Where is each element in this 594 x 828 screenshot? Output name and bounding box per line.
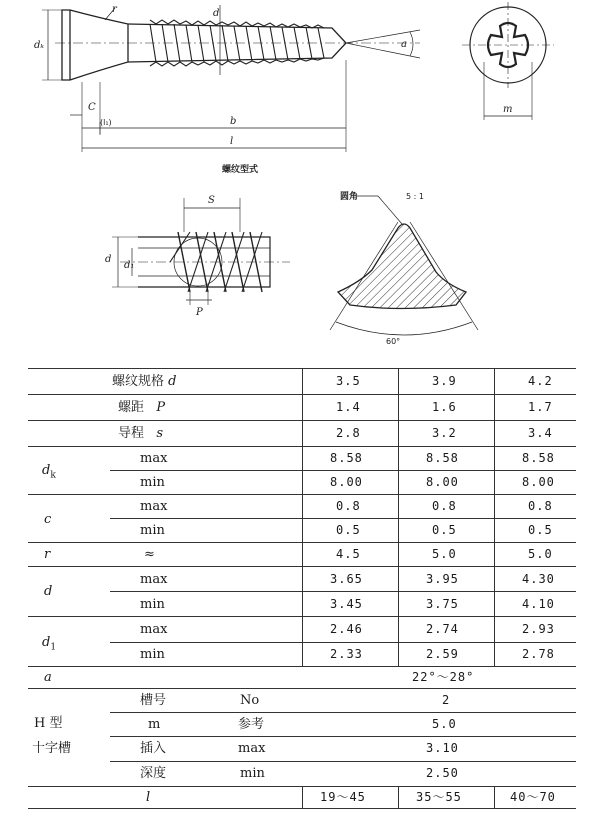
label-l1: (l₁): [100, 118, 112, 127]
caption-thread-form: 螺纹型式: [222, 165, 259, 175]
label-dk: dₖ: [34, 40, 45, 51]
d1-max-label: max: [140, 622, 168, 637]
dk-max-value: 8.58: [426, 451, 459, 465]
d1-min-label: min: [140, 647, 165, 662]
screw-side-view: [42, 5, 420, 152]
d-max-label: max: [140, 572, 168, 587]
d1-min-value: 2.33: [330, 647, 363, 661]
length-value: 35～55: [416, 790, 462, 804]
recess-insert-label: 插入: [140, 741, 167, 756]
recess-group-line1: H 型: [34, 716, 63, 731]
dk-max-value: 8.58: [330, 451, 363, 465]
label-l: l: [230, 136, 234, 147]
label-fillet: 圆角: [340, 192, 359, 202]
label-d1-detail: d₁: [124, 260, 135, 271]
label-d-main: d: [213, 8, 220, 19]
recess-no-value: 2: [442, 693, 451, 707]
length-symbol: l: [146, 790, 151, 805]
r-symbol: r: [44, 547, 51, 562]
technical-drawings: [0, 0, 594, 360]
r-value: 5.0: [528, 547, 553, 561]
d-max-value: 3.65: [330, 572, 363, 586]
dk-min-value: 8.00: [330, 475, 363, 489]
d-max-value: 3.95: [426, 572, 459, 586]
d1-max-value: 2.46: [330, 622, 363, 636]
lead-label: 导程 s: [118, 426, 164, 441]
c-min-value: 0.5: [432, 523, 457, 537]
label-s: S: [208, 195, 215, 206]
d1-symbol: $d_1$: [42, 635, 57, 653]
d-min-value: 4.10: [522, 597, 555, 611]
recess-insert-note: max: [238, 741, 266, 756]
r-approx: ≈: [144, 547, 155, 562]
dk-symbol: $d_k$: [42, 463, 56, 481]
c-max-value: 0.8: [528, 499, 553, 513]
pitch-value: 1.4: [336, 400, 361, 414]
size-3-9: 3.9: [432, 374, 457, 388]
c-max-value: 0.8: [336, 499, 361, 513]
label-c: C: [88, 102, 96, 113]
d-min-value: 3.45: [330, 597, 363, 611]
recess-no-label: 槽号: [140, 693, 167, 708]
dk-max-label: max: [140, 451, 168, 466]
lead-value: 2.8: [336, 426, 361, 440]
recess-depth-label: 深度: [140, 766, 167, 781]
recess-depth-note: min: [240, 766, 265, 781]
label-a: a: [401, 39, 407, 50]
recess-no-note: No: [240, 693, 260, 708]
length-value: 40～70: [510, 790, 556, 804]
header-label: 螺纹规格 d: [112, 374, 177, 389]
d-symbol: d: [44, 584, 53, 599]
recess-m-note: 参考: [238, 717, 265, 732]
size-4-2: 4.2: [528, 374, 553, 388]
pitch-value: 1.7: [528, 400, 553, 414]
label-b: b: [230, 116, 237, 127]
dk-max-value: 8.58: [522, 451, 555, 465]
c-symbol: c: [44, 512, 52, 527]
label-d-detail: d: [105, 254, 112, 265]
d1-min-value: 2.59: [426, 647, 459, 661]
lead-value: 3.4: [528, 426, 553, 440]
head-top-view: [462, 2, 554, 120]
screw-drawing-svg: [0, 0, 594, 360]
a-symbol: a: [44, 670, 52, 685]
r-value: 4.5: [336, 547, 361, 561]
dk-min-value: 8.00: [426, 475, 459, 489]
a-value: 22°～28°: [412, 670, 475, 684]
dk-min-value: 8.00: [522, 475, 555, 489]
recess-m-label: m: [148, 717, 161, 732]
size-3-5: 3.5: [336, 374, 361, 388]
c-min-value: 0.5: [528, 523, 553, 537]
c-min-label: min: [140, 523, 165, 538]
d-min-value: 3.75: [426, 597, 459, 611]
pitch-label: 螺距 P: [118, 400, 166, 415]
recess-m-value: 5.0: [432, 717, 457, 731]
c-max-label: max: [140, 499, 168, 514]
d1-max-value: 2.93: [522, 622, 555, 636]
label-m: m: [503, 104, 513, 115]
label-angle: 60°: [386, 337, 401, 346]
c-max-value: 0.8: [432, 499, 457, 513]
recess-insert-value: 3.10: [426, 741, 459, 755]
specification-table: [28, 368, 576, 808]
d1-min-value: 2.78: [522, 647, 555, 661]
label-p: P: [196, 307, 203, 318]
recess-depth-value: 2.50: [426, 766, 459, 780]
thread-detail-view: [112, 198, 290, 305]
d-min-label: min: [140, 597, 165, 612]
label-scale: 5 : 1: [406, 192, 424, 201]
d1-max-value: 2.74: [426, 622, 459, 636]
dk-min-label: min: [140, 475, 165, 490]
thread-profile-view: [330, 196, 478, 335]
recess-group-line2: 十字槽: [32, 741, 72, 756]
length-value: 19～45: [320, 790, 366, 804]
label-r: r: [112, 4, 117, 15]
r-value: 5.0: [432, 547, 457, 561]
pitch-value: 1.6: [432, 400, 457, 414]
d-max-value: 4.30: [522, 572, 555, 586]
c-min-value: 0.5: [336, 523, 361, 537]
lead-value: 3.2: [432, 426, 457, 440]
